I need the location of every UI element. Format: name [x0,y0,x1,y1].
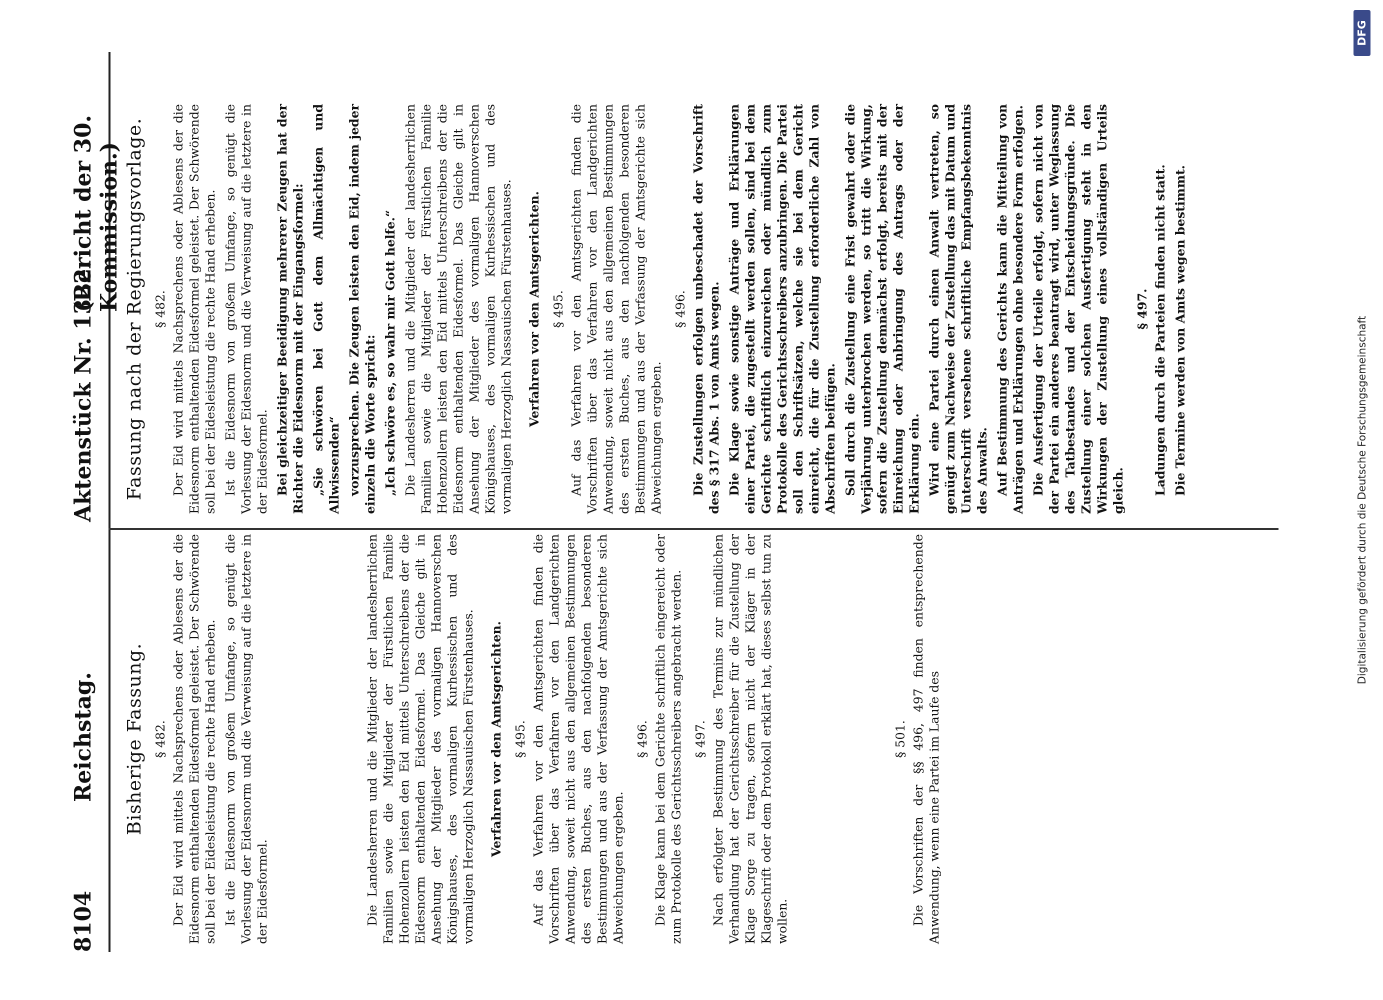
section-482-number: § 482. [152,290,167,328]
section-501-text: Die Vorschriften der §§ 496, 497 finden entsprechende Anwendung, wenn eine Partei im Laufe des [910,534,941,944]
section-482-text-2: Ist die Eidesnorm von großem Umfange, so genügt die Vorlesung der Eidesnorm und die Verweisung auf die letztere in der Eidesformel. [222,534,269,944]
right-column [118,104,1192,514]
section-496-text-1: Die Zustellungen erfolgen unbeschadet der Vorschrift des § 317 Abs. 1 von Amts wegen. [690,104,721,514]
section-496-number: § 496. [672,290,687,328]
section-496-text-6: Die Ausfertigung der Urteile erfolgt, sofern nicht von der Partei ein anderes beantragt wird, unter Weglassung des Tatbestandes und der Entscheidungsgründe. Die Zustellung einer solchen Ausfertigung steht in den Wirkungen der Zustellung eines vollständigen Urteils gleich. [1030,104,1125,514]
section-495-number: § 495. [512,720,527,758]
header-aktenstueck: Aktenstück Nr. 1322. [70,260,96,522]
section-501-number: § 501. [892,720,907,758]
section-482-number: § 482. [152,720,167,758]
section-482-text: Der Eid wird mittels Nachsprechens oder Ablesens der die Eidesnorm enthaltenden Eidesformel geleistet. Der Schwörende soll bei der Eidesleistung die rechte Hand erheben. [170,534,217,944]
header-bericht: (Bericht der 30. Kommission.) [70,114,122,312]
section-496-text-4: Wird eine Partei durch einen Anwalt vertreten, so genügt zum Nachweise der Zustellung das mit Datum und Unterschrift versehene schriftliche Empfangsbekenntnis des Anwalts. [926,104,989,514]
section-482-bold: Bei gleichzeitiger Beeidigung mehrerer Zeugen hat der Richter die Eidesnorm mit der Eingangsformel: [274,104,305,514]
section-482-quote-2: „Ich schwöre es, so wahr mir Gott helfe.“ [382,209,397,496]
section-497-text-2: Die Termine werden von Amts wegen bestimmt. [1172,165,1187,496]
section-496-text: Die Klage kann bei dem Gerichte schriftlich eingereicht oder zum Protokolle des Gerichtsschreibers angebracht werden. [652,534,683,944]
section-495-number: § 495. [550,290,565,328]
section-495-text: Auf das Verfahren vor den Amtsgerichten finden die Vorschriften über das Verfahren vor den Landgerichten Anwendung, soweit nicht aus den allgemeinen Bestimmungen des ersten Buches, aus den nachfolgenden besonderen Bestimmungen und aus der Verfassung der Amtsgerichte sich Abweichungen ergeben. [568,104,663,514]
dfg-logo: DFG [1353,10,1370,56]
section-482-text-2: Ist die Eidesnorm von großem Umfange, so genügt die Vorlesung der Eidesnorm und die Verweisung auf die letztere in der Eidesformel. [222,104,269,514]
verfahren-heading: Verfahren vor den Amtsgerichten. [488,621,503,857]
section-496-text-5: Auf Bestimmung des Gerichts kann die Mitteilung von Anträgen und Erklärungen ohne besondere Form erfolgen. [994,104,1025,514]
section-496-number: § 496. [634,720,649,758]
section-497-text-1: Ladungen durch die Parteien finden nicht statt. [1152,164,1167,496]
section-496-text-2: Die Klage sowie sonstige Anträge und Erklärungen einer Partei, die zugestellt werden sollen, sind bei dem Gerichte schriftlich einzureichen oder mündlich zum Protokolle des Gerichtsschreibers anzubringen. Die Partei soll den Schriftsätzen, welche sie bei dem Gericht einreicht, die für die Zustellung erforderliche Zahl von Abschriften beifügen. [726,104,837,514]
section-497-number: § 497. [1134,288,1149,330]
digitization-note: Digitalisierung gefördert durch die Deutsche Forschungsgemeinschaft [1356,315,1368,685]
section-497-text: Nach erfolgter Bestimmung des Termins zur mündlichen Verhandlung hat der Gerichtsschreiber für die Zustellung der Klage Sorge zu tragen, sofern nicht der Kläger in der Klageschrift oder dem Protokoll erklärt hat, dieses selbst tun zu wollen. [710,534,789,944]
landesherren-paragraph: Die Landesherren und die Mitglieder der landesherrlichen Familien sowie die Mitglieder der Fürstlichen Familie Hohenzollern leisten den Eid mittels Unterschreibens der die Eidesnorm enthaltenden Eidesformel. Das Gleiche gilt in Ansehung der Mitglieder des vormaligen Hannoverschen Königshauses, des vormaligen Kurhessischen und des vormaligen Herzoglich Nassauischen Fürstenhauses. [402,104,513,514]
section-496-text-3: Soll durch die Zustellung eine Frist gewahrt oder die Verjährung unterbrochen werden, so tritt die Wirkung, sofern die Zustellung demnächst erfolgt, bereits mit der Einreichung oder Anbringung des Antrags oder der Erklärung ein. [842,104,921,514]
verfahren-heading: Verfahren vor den Amtsgerichten. [526,191,541,427]
section-495-text: Auf das Verfahren vor den Amtsgerichten finden die Vorschriften über das Verfahren vor den Landgerichten Anwendung, soweit nicht aus den allgemeinen Bestimmungen des ersten Buches, aus den nachfolgenden besonderen Bestimmungen und aus der Verfassung der Amtsgerichte sich Abweichungen ergeben. [530,534,625,944]
section-497-number: § 497. [692,720,707,758]
column-divider [108,528,1278,530]
left-column [118,534,946,944]
right-column-heading: Fassung nach der Regierungsvorlage. [123,117,145,501]
landesherren-paragraph: Die Landesherren und die Mitglieder der landesherrlichen Familien sowie die Mitglieder der Fürstlichen Familie Hohenzollern leisten den Eid mittels Unterschreibens der die Eidesnorm enthaltenden Eidesformel. Das Gleiche gilt in Ansehung der Mitglieder des vormaligen Hannoverschen Königshauses, des vormaligen Kurhessischen und des vormaligen Herzoglich Nassauischen Fürstenhauses. [364,534,475,944]
section-482-bold-2: vorzusprechen. Die Zeugen leisten den Eid, indem jeder einzeln die Worte spricht: [346,104,377,514]
section-482-text: Der Eid wird mittels Nachsprechens oder Ablesens der die Eidesnorm enthaltenden Eidesformel geleistet. Der Schwörende soll bei der Eidesleistung die rechte Hand erheben. [170,104,217,514]
page-header [60,52,122,952]
header-reichstag: Reichstag. [70,672,96,802]
page-number: 8104 [70,890,96,952]
section-482-quote: „Sie schwören bei Gott dem Allmächtigen und Allwissenden“ [310,104,341,514]
left-column-heading: Bisherige Fassung. [123,642,145,836]
